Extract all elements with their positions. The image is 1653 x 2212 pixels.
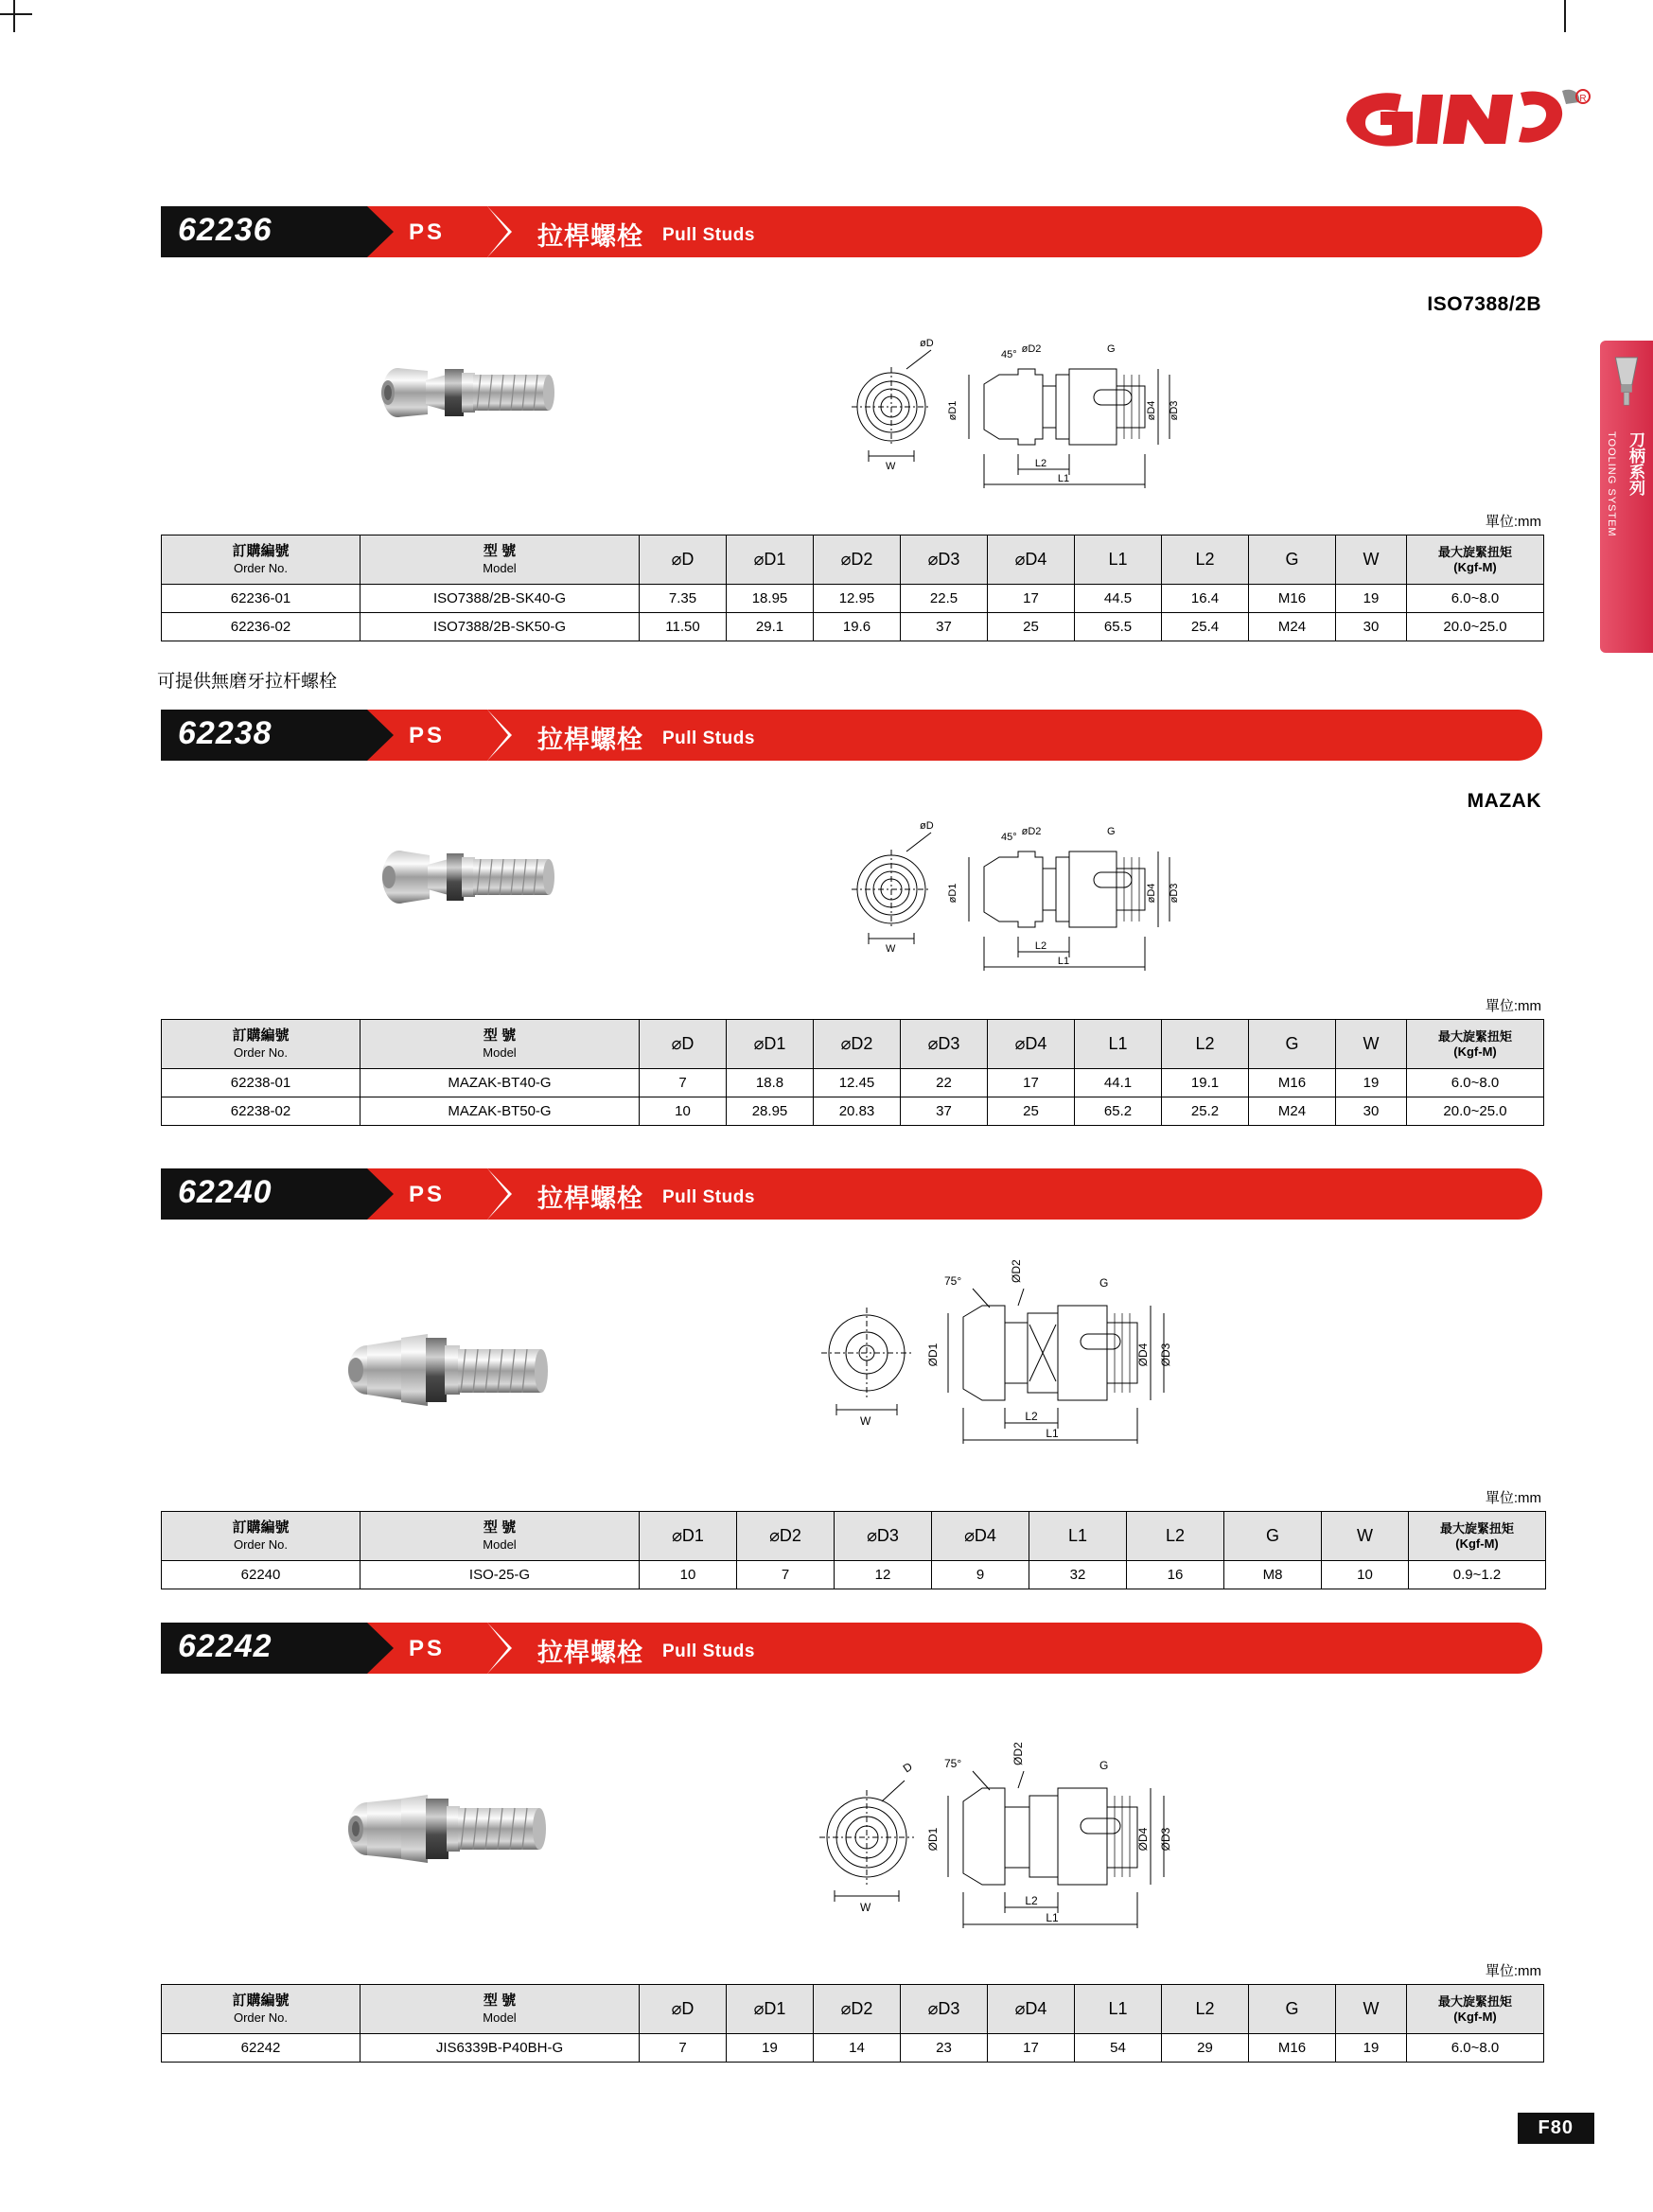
- cell-torque: 6.0~8.0: [1407, 585, 1544, 613]
- cell-l1: 54: [1075, 2034, 1162, 2063]
- side-tab-tooling-system[interactable]: [1600, 341, 1653, 653]
- table-row: [162, 1561, 1546, 1589]
- cell-l2: 19.1: [1162, 1069, 1249, 1097]
- ps-label: PS: [409, 219, 446, 245]
- section-title-cn: 拉桿螺栓: [537, 1639, 643, 1667]
- svg-text:øD: øD: [920, 338, 934, 349]
- svg-text:ØD2: ØD2: [1010, 1259, 1023, 1283]
- ps-label: PS: [409, 723, 446, 748]
- order-no-en: Order No.: [233, 2010, 289, 2025]
- col-d4: ⌀D4: [988, 1020, 1075, 1069]
- ps-arrow-inner: [487, 1623, 508, 1674]
- torque-cn: 最大旋緊扭矩: [1437, 1028, 1512, 1044]
- col-l1: L1: [1075, 1985, 1162, 2034]
- cell-g: M24: [1249, 613, 1336, 641]
- note-text: 可提供無磨牙拉杆螺栓: [157, 672, 338, 692]
- cell-model: ISO-25-G: [360, 1561, 640, 1589]
- col-d: ⌀D: [640, 1020, 727, 1069]
- table-header-row: [162, 1020, 1544, 1069]
- cell-g: M16: [1249, 585, 1336, 613]
- ps-arrow-inner: [487, 1168, 508, 1220]
- product-photo-62242: [322, 1755, 606, 1897]
- svg-text:øD2: øD2: [1021, 343, 1042, 355]
- cell-d1: 28.95: [727, 1097, 814, 1126]
- col-l2: L2: [1162, 1985, 1249, 2034]
- cell-g: M16: [1249, 1069, 1336, 1097]
- cell-w: 30: [1336, 1097, 1407, 1126]
- cell-d1: 10: [640, 1561, 737, 1589]
- model-en: Model: [483, 560, 517, 575]
- svg-text:øD4: øD4: [1146, 883, 1157, 904]
- cell-d3: 37: [901, 613, 988, 641]
- section-code: 62242: [178, 1628, 273, 1664]
- col-torque: [1407, 1985, 1544, 2034]
- cell-l1: 65.5: [1075, 613, 1162, 641]
- cell-d1: 29.1: [727, 613, 814, 641]
- cell-d: 7.35: [640, 585, 727, 613]
- col-d3: ⌀D3: [835, 1512, 932, 1561]
- svg-text:øD1: øD1: [947, 400, 958, 421]
- model-en: Model: [483, 2010, 517, 2025]
- col-d3: ⌀D3: [901, 535, 988, 585]
- col-l2: L2: [1162, 1020, 1249, 1069]
- col-model: [360, 1985, 640, 2034]
- section-title-en: Pull Studs: [662, 225, 755, 245]
- ps-arrow-inner: [487, 206, 508, 257]
- cell-order: 62240: [162, 1561, 360, 1589]
- table-row: [162, 585, 1544, 613]
- svg-text:45°: 45°: [1001, 349, 1017, 360]
- table-row: [162, 1097, 1544, 1126]
- cell-l2: 25.4: [1162, 613, 1249, 641]
- svg-text:D: D: [900, 1760, 915, 1776]
- col-d1: ⌀D1: [727, 535, 814, 585]
- cell-d2: 20.83: [814, 1097, 901, 1126]
- col-d4: ⌀D4: [988, 1985, 1075, 2034]
- svg-text:R: R: [1579, 94, 1587, 104]
- cell-model: ISO7388/2B-SK40-G: [360, 585, 640, 613]
- col-order-no: [162, 535, 360, 585]
- svg-text:G: G: [1099, 1759, 1109, 1772]
- col-d1: ⌀D1: [727, 1020, 814, 1069]
- torque-unit: (Kgf-M): [1453, 1044, 1497, 1059]
- section-title-cn: 拉桿螺栓: [537, 222, 643, 251]
- order-no-en: Order No.: [233, 1045, 289, 1060]
- col-g: G: [1249, 535, 1336, 585]
- product-photo-62236: [360, 331, 606, 454]
- cell-d1: 18.95: [727, 585, 814, 613]
- cell-d3: 22.5: [901, 585, 988, 613]
- col-d1: ⌀D1: [727, 1985, 814, 2034]
- model-cn: 型 號: [483, 1519, 517, 1536]
- col-order-no: [162, 1020, 360, 1069]
- cell-d2: 19.6: [814, 613, 901, 641]
- cell-d4: 25: [988, 613, 1075, 641]
- svg-text:øD1: øD1: [947, 883, 958, 904]
- cell-l2: 29: [1162, 2034, 1249, 2063]
- col-d1: ⌀D1: [640, 1512, 737, 1561]
- torque-unit: (Kgf-M): [1455, 1536, 1499, 1551]
- cell-d: 7: [640, 2034, 727, 2063]
- standard-label-62236: ISO7388/2B: [1427, 293, 1541, 315]
- technical-drawing-62236: [833, 312, 1258, 501]
- cell-order: 62238-01: [162, 1069, 360, 1097]
- crop-mark-top-right-vertical: [1564, 0, 1566, 32]
- order-no-cn: 訂購編號: [232, 543, 290, 560]
- unit-label-1: 單位:mm: [1485, 514, 1541, 530]
- cell-w: 19: [1336, 2034, 1407, 2063]
- order-no-cn: 訂購編號: [232, 1027, 290, 1045]
- svg-text:øD3: øD3: [1169, 400, 1180, 421]
- svg-text:ØD4: ØD4: [1136, 1827, 1150, 1852]
- svg-text:ØD3: ØD3: [1159, 1343, 1172, 1367]
- svg-text:W: W: [860, 1414, 871, 1428]
- col-model: [360, 1512, 640, 1561]
- section-header-62236: [161, 206, 1542, 257]
- cell-l2: 16: [1127, 1561, 1224, 1589]
- order-no-cn: 訂購編號: [232, 1993, 290, 2010]
- cell-l1: 44.5: [1075, 585, 1162, 613]
- order-no-en: Order No.: [233, 560, 289, 575]
- svg-text:ØD2: ØD2: [1011, 1742, 1025, 1765]
- cell-l1: 32: [1029, 1561, 1127, 1589]
- col-l1: L1: [1075, 1020, 1162, 1069]
- svg-text:L2: L2: [1034, 940, 1047, 952]
- model-en: Model: [483, 1045, 517, 1060]
- model-cn: 型 號: [483, 543, 517, 560]
- side-tab-label-cn: 刀柄系列: [1627, 431, 1644, 496]
- cell-d4: 25: [988, 1097, 1075, 1126]
- spec-table-62238: [161, 1019, 1544, 1126]
- cell-l2: 16.4: [1162, 585, 1249, 613]
- col-w: W: [1336, 1985, 1407, 2034]
- torque-cn: 最大旋緊扭矩: [1439, 1520, 1514, 1536]
- cell-d3: 23: [901, 2034, 988, 2063]
- torque-unit: (Kgf-M): [1453, 559, 1497, 574]
- svg-text:G: G: [1107, 343, 1116, 355]
- technical-drawing-62240: [804, 1249, 1258, 1466]
- col-d3: ⌀D3: [901, 1020, 988, 1069]
- col-torque: [1407, 1020, 1544, 1069]
- svg-text:øD2: øD2: [1021, 826, 1042, 837]
- section-code-arrow: [367, 206, 394, 257]
- crop-mark-top-left-horizontal: [0, 13, 32, 15]
- cell-d3: 12: [835, 1561, 932, 1589]
- table-row: [162, 1069, 1544, 1097]
- table-row: [162, 613, 1544, 641]
- svg-text:øD3: øD3: [1169, 883, 1180, 904]
- cell-model: JIS6339B-P40BH-G: [360, 2034, 640, 2063]
- table-row: [162, 2034, 1544, 2063]
- col-d3: ⌀D3: [901, 1985, 988, 2034]
- svg-text:øD: øD: [920, 820, 934, 832]
- col-d2: ⌀D2: [814, 1985, 901, 2034]
- cell-g: M24: [1249, 1097, 1336, 1126]
- col-d2: ⌀D2: [814, 1020, 901, 1069]
- order-no-en: Order No.: [233, 1536, 289, 1552]
- technical-drawing-62242: [804, 1731, 1258, 1949]
- section-header-62242: [161, 1623, 1542, 1674]
- cell-model: MAZAK-BT50-G: [360, 1097, 640, 1126]
- col-torque: [1409, 1512, 1546, 1561]
- spec-table-62236: [161, 535, 1544, 641]
- crop-mark-top-left-vertical: [13, 0, 15, 32]
- svg-text:L1: L1: [1057, 956, 1070, 967]
- section-title-cn: 拉桿螺栓: [537, 726, 643, 754]
- cell-torque: 20.0~25.0: [1407, 613, 1544, 641]
- cell-order: 62236-02: [162, 613, 360, 641]
- col-w: W: [1336, 535, 1407, 585]
- unit-label-3: 單位:mm: [1485, 1490, 1541, 1506]
- cell-order: 62242: [162, 2034, 360, 2063]
- cell-d3: 37: [901, 1097, 988, 1126]
- section-header-62238: [161, 710, 1542, 761]
- standard-label-62238: MAZAK: [1467, 790, 1541, 812]
- cell-d4: 17: [988, 2034, 1075, 2063]
- section-title-en: Pull Studs: [662, 729, 755, 748]
- model-en: Model: [483, 1536, 517, 1552]
- cell-model: MAZAK-BT40-G: [360, 1069, 640, 1097]
- side-tab-label-en: TOOLING SYSTEM: [1606, 431, 1617, 537]
- svg-text:L2: L2: [1025, 1894, 1038, 1907]
- table-header-row: [162, 535, 1544, 585]
- cell-d4: 17: [988, 1069, 1075, 1097]
- cell-model: ISO7388/2B-SK50-G: [360, 613, 640, 641]
- col-l2: L2: [1162, 535, 1249, 585]
- order-no-cn: 訂購編號: [232, 1519, 290, 1536]
- svg-text:ØD3: ØD3: [1159, 1827, 1172, 1852]
- col-l1: L1: [1075, 535, 1162, 585]
- svg-text:L2: L2: [1034, 458, 1047, 469]
- cell-d2: 7: [737, 1561, 835, 1589]
- torque-cn: 最大旋緊扭矩: [1437, 544, 1512, 559]
- table-header-row: [162, 1512, 1546, 1561]
- ps-label: PS: [409, 1636, 446, 1661]
- col-model: [360, 1020, 640, 1069]
- cell-d: 10: [640, 1097, 727, 1126]
- col-d2: ⌀D2: [814, 535, 901, 585]
- torque-cn: 最大旋緊扭矩: [1437, 1993, 1512, 2009]
- col-torque: [1407, 535, 1544, 585]
- col-g: G: [1249, 1985, 1336, 2034]
- col-d4: ⌀D4: [932, 1512, 1029, 1561]
- svg-text:ØD1: ØD1: [926, 1827, 940, 1852]
- table-header-row: [162, 1985, 1544, 2034]
- cell-order: 62236-01: [162, 585, 360, 613]
- unit-label-4: 單位:mm: [1485, 1963, 1541, 1979]
- svg-text:ØD4: ØD4: [1136, 1343, 1150, 1367]
- col-order-no: [162, 1985, 360, 2034]
- product-photo-62240: [322, 1296, 606, 1438]
- section-title-cn: 拉桿螺栓: [537, 1185, 643, 1213]
- cell-w: 19: [1336, 1069, 1407, 1097]
- section-code: 62238: [178, 715, 273, 751]
- cell-torque: 6.0~8.0: [1407, 1069, 1544, 1097]
- svg-text:W: W: [886, 943, 896, 955]
- col-l2: L2: [1127, 1512, 1224, 1561]
- brand-logo: [1339, 83, 1594, 151]
- svg-text:W: W: [860, 1901, 871, 1914]
- cell-torque: 20.0~25.0: [1407, 1097, 1544, 1126]
- section-code-arrow: [367, 710, 394, 761]
- product-photo-62238: [360, 816, 606, 939]
- section-code: 62240: [178, 1174, 273, 1210]
- cell-d4: 9: [932, 1561, 1029, 1589]
- ps-arrow-inner: [487, 710, 508, 761]
- section-code-arrow: [367, 1168, 394, 1220]
- svg-text:G: G: [1107, 826, 1116, 837]
- cell-d1: 19: [727, 2034, 814, 2063]
- svg-text:W: W: [886, 461, 896, 472]
- col-l1: L1: [1029, 1512, 1127, 1561]
- cell-g: M8: [1224, 1561, 1322, 1589]
- cell-d2: 12.45: [814, 1069, 901, 1097]
- svg-text:75°: 75°: [944, 1757, 962, 1770]
- svg-text:45°: 45°: [1001, 832, 1017, 843]
- svg-text:L1: L1: [1046, 1911, 1059, 1924]
- cell-l1: 65.2: [1075, 1097, 1162, 1126]
- cell-w: 10: [1322, 1561, 1409, 1589]
- cell-w: 19: [1336, 585, 1407, 613]
- torque-unit: (Kgf-M): [1453, 2009, 1497, 2024]
- col-d: ⌀D: [640, 1985, 727, 2034]
- svg-text:75°: 75°: [944, 1274, 962, 1288]
- cell-d: 7: [640, 1069, 727, 1097]
- section-code: 62236: [178, 212, 273, 248]
- svg-text:L1: L1: [1046, 1427, 1059, 1440]
- cell-order: 62238-02: [162, 1097, 360, 1126]
- cell-l1: 44.1: [1075, 1069, 1162, 1097]
- cell-d: 11.50: [640, 613, 727, 641]
- technical-drawing-62238: [833, 795, 1258, 984]
- model-cn: 型 號: [483, 1993, 517, 2010]
- svg-text:L1: L1: [1057, 473, 1070, 484]
- ps-label: PS: [409, 1182, 446, 1207]
- section-header-62240: [161, 1168, 1542, 1220]
- col-d4: ⌀D4: [988, 535, 1075, 585]
- cell-torque: 0.9~1.2: [1409, 1561, 1546, 1589]
- spec-table-62242: [161, 1984, 1544, 2063]
- cell-torque: 6.0~8.0: [1407, 2034, 1544, 2063]
- col-order-no: [162, 1512, 360, 1561]
- svg-text:L2: L2: [1025, 1410, 1038, 1423]
- col-g: G: [1249, 1020, 1336, 1069]
- gin-logo-icon: [1339, 83, 1594, 151]
- col-w: W: [1322, 1512, 1409, 1561]
- col-g: G: [1224, 1512, 1322, 1561]
- cell-l2: 25.2: [1162, 1097, 1249, 1126]
- col-model: [360, 535, 640, 585]
- cell-d2: 12.95: [814, 585, 901, 613]
- cell-g: M16: [1249, 2034, 1336, 2063]
- col-d2: ⌀D2: [737, 1512, 835, 1561]
- section-title-en: Pull Studs: [662, 1187, 755, 1207]
- spec-table-62240: [161, 1511, 1546, 1589]
- section-code-arrow: [367, 1623, 394, 1674]
- col-d: ⌀D: [640, 535, 727, 585]
- unit-label-2: 單位:mm: [1485, 998, 1541, 1014]
- section-title-en: Pull Studs: [662, 1641, 755, 1661]
- col-w: W: [1336, 1020, 1407, 1069]
- cell-d1: 18.8: [727, 1069, 814, 1097]
- svg-text:ØD1: ØD1: [926, 1343, 940, 1367]
- cell-d3: 22: [901, 1069, 988, 1097]
- toolholder-icon: [1609, 354, 1644, 411]
- cell-w: 30: [1336, 613, 1407, 641]
- model-cn: 型 號: [483, 1027, 517, 1045]
- svg-text:G: G: [1099, 1276, 1109, 1290]
- cell-d4: 17: [988, 585, 1075, 613]
- page-number: F80: [1518, 2113, 1594, 2144]
- svg-text:øD4: øD4: [1146, 400, 1157, 421]
- cell-d2: 14: [814, 2034, 901, 2063]
